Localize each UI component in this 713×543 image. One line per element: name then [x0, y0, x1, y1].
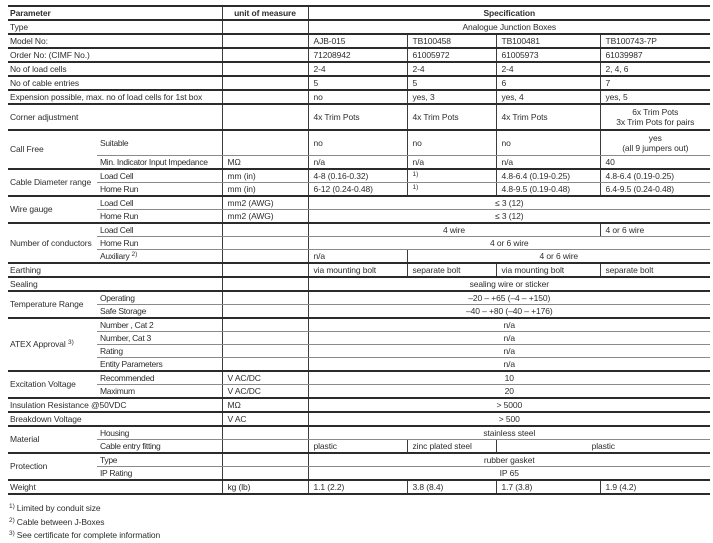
spec-cell: 71208942 — [308, 48, 407, 62]
unit-cell — [222, 20, 308, 34]
parameter-sub-text: IP Rating — [100, 467, 133, 478]
footnote-marker: 1) — [9, 503, 15, 510]
spec-cell-line: 6x Trim Pots — [632, 106, 679, 117]
spec-cell: ≤ 3 (12) — [308, 196, 710, 210]
spec-cell: TB100458 — [407, 34, 496, 48]
parameter-group-label — [8, 318, 97, 371]
parameter-sub-text: Number, Cat 3 — [100, 332, 151, 343]
parameter-group-label — [8, 130, 97, 169]
spec-cell: TB100481 — [496, 34, 600, 48]
spec-cell — [600, 130, 710, 156]
footnote-text: Limited by conduit size — [16, 503, 101, 513]
footnote-ref: 1) — [412, 170, 419, 178]
spec-cell: n/a — [308, 345, 710, 358]
parameter-sub-label — [97, 467, 222, 481]
spec-cell: AJB-015 — [308, 34, 407, 48]
spec-cell-line: yes — [648, 132, 662, 143]
spec-cell: 4 or 6 wire — [407, 250, 710, 264]
spec-cell: > 5000 — [308, 398, 710, 412]
unit-cell — [222, 332, 308, 345]
spec-cell: 2, 4, 6 — [600, 62, 710, 76]
spec-cell: n/a — [308, 250, 407, 264]
table-row — [8, 130, 710, 156]
spec-cell: 2-4 — [407, 62, 496, 76]
spec-cell: n/a — [308, 332, 710, 345]
spec-cell: 1.9 (4.2) — [600, 480, 710, 494]
spec-cell: plastic — [496, 440, 710, 454]
parameter-sub-text: Recommended — [100, 372, 155, 383]
spec-cell: 6 — [496, 76, 600, 90]
parameter-sub-label — [97, 358, 222, 372]
table-row — [8, 318, 710, 332]
footnote — [9, 529, 711, 543]
parameter-label: No of cable entries — [8, 76, 222, 90]
spec-cell — [600, 104, 710, 130]
spec-cell: yes, 4 — [496, 90, 600, 104]
spec-cell: 10 — [308, 371, 710, 385]
table-row — [8, 412, 710, 426]
header-row — [8, 6, 710, 20]
column-header-parameter: Parameter — [8, 6, 222, 20]
table-row — [8, 385, 710, 399]
unit-cell — [222, 453, 308, 467]
spec-cell: no — [308, 90, 407, 104]
spec-cell: 4x Trim Pots — [308, 104, 407, 130]
table-row — [8, 183, 710, 197]
spec-cell: 4.8-9.5 (0.19-0.48) — [496, 183, 600, 197]
parameter-sub-label — [97, 237, 222, 250]
parameter-group-label — [8, 371, 97, 398]
spec-cell: 61005973 — [496, 48, 600, 62]
parameter-group-text: Material — [10, 434, 40, 444]
column-header-unit: unit of measure — [222, 6, 308, 20]
parameter-sub-label — [97, 183, 222, 197]
parameter-group-text: Protection — [10, 461, 48, 471]
footnote — [9, 502, 711, 516]
unit-cell: mm (in) — [222, 169, 308, 183]
parameter-group-text: Cable Diameter range — [10, 177, 92, 187]
parameter-sub-text: Suitable — [100, 137, 129, 148]
parameter-sub-text: Min. Indicator Input Impedance — [100, 156, 208, 167]
table-row — [8, 453, 710, 467]
table-row — [8, 305, 710, 319]
table-row — [8, 237, 710, 250]
unit-cell — [222, 358, 308, 372]
unit-cell — [222, 223, 308, 237]
parameter-sub-text: Safe Storage — [100, 305, 147, 316]
table-row — [8, 169, 710, 183]
unit-cell — [222, 305, 308, 319]
spec-cell: n/a — [496, 156, 600, 170]
unit-cell — [222, 467, 308, 481]
spec-cell: separate bolt — [407, 263, 496, 277]
spec-cell: 6.4-9.5 (0.24-0.48) — [600, 183, 710, 197]
unit-cell — [222, 426, 308, 440]
spec-cell: 1.1 (2.2) — [308, 480, 407, 494]
parameter-sub-text: Load Cell — [100, 170, 134, 181]
parameter-sub-label — [97, 345, 222, 358]
spec-cell: n/a — [308, 358, 710, 372]
specification-table — [8, 5, 710, 495]
parameter-sub-label — [97, 196, 222, 210]
spec-cell: 2-4 — [496, 62, 600, 76]
table-row — [8, 440, 710, 454]
unit-cell — [222, 263, 308, 277]
parameter-sub-text: Home Run — [100, 237, 139, 248]
table-row — [8, 345, 710, 358]
spec-cell: 40 — [600, 156, 710, 170]
table-row — [8, 250, 710, 264]
parameter-group-text: Wire gauge — [10, 204, 53, 214]
parameter-group-text: ATEX Approval — [10, 339, 66, 349]
spec-cell: plastic — [308, 440, 407, 454]
spec-cell: 4 wire — [308, 223, 600, 237]
spec-cell: 4 or 6 wire — [308, 237, 710, 250]
parameter-sub-label — [97, 305, 222, 319]
parameter-label: Sealing — [8, 277, 222, 291]
unit-cell — [222, 48, 308, 62]
table-row — [8, 90, 710, 104]
spec-cell: via mounting bolt — [308, 263, 407, 277]
spec-cell: separate bolt — [600, 263, 710, 277]
unit-cell: kg (lb) — [222, 480, 308, 494]
spec-cell-line: 3x Trim Pots for pairs — [616, 117, 695, 127]
parameter-sub-text: Housing — [100, 427, 130, 438]
table-row — [8, 76, 710, 90]
table-row — [8, 104, 710, 130]
parameter-sub-label — [97, 385, 222, 399]
spec-cell-line: (all 9 jumpers out) — [622, 143, 689, 153]
unit-cell — [222, 130, 308, 156]
table-row — [8, 62, 710, 76]
spec-cell: Analogue Junction Boxes — [308, 20, 710, 34]
table-row — [8, 20, 710, 34]
column-header-specification: Specification — [308, 6, 710, 20]
spec-cell: via mounting bolt — [496, 263, 600, 277]
spec-cell: 4x Trim Pots — [407, 104, 496, 130]
parameter-label: Model No: — [8, 34, 222, 48]
parameter-sub-label — [97, 318, 222, 332]
parameter-label: No of load cells — [8, 62, 222, 76]
parameter-sub-label — [97, 130, 222, 156]
table-row — [8, 332, 710, 345]
footnote-text: Cable between J-Boxes — [16, 516, 105, 527]
spec-cell: no — [496, 130, 600, 156]
spec-cell: 5 — [308, 76, 407, 90]
parameter-sub-text: Cable entry fitting — [100, 440, 161, 451]
parameter-group-text: Excitation Voltage — [10, 379, 76, 389]
table-row — [8, 358, 710, 372]
spec-cell: yes, 3 — [407, 90, 496, 104]
parameter-sub-text: Load Cell — [100, 224, 134, 235]
parameter-sub-label — [97, 291, 222, 305]
unit-cell — [222, 34, 308, 48]
table-row — [8, 223, 710, 237]
spec-cell: no — [407, 130, 496, 156]
parameter-label: Corner adjustment — [8, 104, 222, 130]
unit-cell — [222, 250, 308, 264]
parameter-sub-text: Operating — [100, 292, 135, 303]
parameter-group-label — [8, 426, 97, 453]
spec-cell: 4 or 6 wire — [600, 223, 710, 237]
parameter-group-label — [8, 453, 97, 480]
spec-cell: 20 — [308, 385, 710, 399]
table-row — [8, 210, 710, 224]
spec-cell: yes, 5 — [600, 90, 710, 104]
parameter-sub-label — [97, 156, 222, 170]
spec-cell: stainless steel — [308, 426, 710, 440]
parameter-label: Order No: (CIMF No.) — [8, 48, 222, 62]
footnote — [9, 516, 711, 530]
parameter-sub-text: Number , Cat 2 — [100, 319, 154, 330]
unit-cell — [222, 277, 308, 291]
spec-cell: n/a — [308, 318, 710, 332]
spec-cell: 3.8 (8.4) — [407, 480, 496, 494]
parameter-group-label — [8, 291, 97, 318]
parameter-sub-text: Rating — [100, 345, 123, 356]
table-row — [8, 156, 710, 170]
parameter-label: Insulation Resistance @50VDC — [8, 398, 222, 412]
table-row — [8, 291, 710, 305]
spec-table-body — [8, 20, 710, 494]
unit-cell — [222, 345, 308, 358]
spec-cell: rubber gasket — [308, 453, 710, 467]
unit-cell — [222, 90, 308, 104]
spec-cell: TB100743-7P — [600, 34, 710, 48]
spec-cell: > 500 — [308, 412, 710, 426]
footnote-ref: 1) — [412, 183, 419, 191]
unit-cell: V AC/DC — [222, 371, 308, 385]
unit-cell: MΩ — [222, 156, 308, 170]
parameter-sub-text: Entity Parameters — [100, 358, 163, 369]
parameter-group-label — [8, 196, 97, 223]
spec-cell: 4x Trim Pots — [496, 104, 600, 130]
parameter-label: Expension possible, max. no of load cells for 1st box — [8, 90, 222, 104]
spec-cell: –40 – +80 (–40 – +176) — [308, 305, 710, 319]
table-row — [8, 467, 710, 481]
parameter-sub-label — [97, 453, 222, 467]
spec-cell: ≤ 3 (12) — [308, 210, 710, 224]
parameter-sub-text: Load Cell — [100, 197, 134, 208]
spec-cell: 4.8-6.4 (0.19-0.25) — [496, 169, 600, 183]
parameter-group-text: Call Free — [10, 144, 44, 154]
parameter-sub-text: Maximum — [100, 385, 135, 396]
parameter-group-label — [8, 223, 97, 263]
table-row — [8, 277, 710, 291]
unit-cell: V AC/DC — [222, 385, 308, 399]
parameter-sub-label — [97, 210, 222, 224]
spec-cell: 4.8-6.4 (0.19-0.25) — [600, 169, 710, 183]
spec-cell: zinc plated steel — [407, 440, 496, 454]
spec-cell: n/a — [308, 156, 407, 170]
table-row — [8, 48, 710, 62]
parameter-label: Breakdown Voltage — [8, 412, 222, 426]
unit-cell — [222, 318, 308, 332]
unit-cell — [222, 104, 308, 130]
parameter-sub-label — [97, 169, 222, 183]
spec-cell: 4-8 (0.16-0.32) — [308, 169, 407, 183]
table-row — [8, 263, 710, 277]
spec-cell: 61039987 — [600, 48, 710, 62]
spec-cell: 5 — [407, 76, 496, 90]
spec-cell — [407, 183, 496, 197]
unit-cell: V AC — [222, 412, 308, 426]
spec-cell: IP 65 — [308, 467, 710, 481]
table-row — [8, 34, 710, 48]
parameter-group-label — [8, 169, 97, 196]
spec-cell — [407, 169, 496, 183]
unit-cell: mm (in) — [222, 183, 308, 197]
parameter-group-text: Temperature Range — [10, 299, 84, 309]
spec-cell: 2-4 — [308, 62, 407, 76]
parameter-sub-text: Home Run — [100, 210, 139, 221]
unit-cell: mm2 (AWG) — [222, 210, 308, 224]
table-row — [8, 480, 710, 494]
table-row — [8, 196, 710, 210]
footnotes — [8, 502, 711, 543]
parameter-label: Earthing — [8, 263, 222, 277]
spec-cell: n/a — [407, 156, 496, 170]
unit-cell — [222, 291, 308, 305]
parameter-sub-label — [97, 440, 222, 454]
parameter-sub-text: Type — [100, 454, 118, 465]
parameter-sub-text: Home Run — [100, 183, 139, 194]
spec-cell: –20 – +65 (–4 – +150) — [308, 291, 710, 305]
unit-cell — [222, 62, 308, 76]
table-row — [8, 398, 710, 412]
unit-cell: MΩ — [222, 398, 308, 412]
parameter-group-text: Number of conductors — [10, 237, 92, 248]
unit-cell — [222, 76, 308, 90]
parameter-sub-label — [97, 250, 222, 264]
unit-cell — [222, 237, 308, 250]
footnote-text: See certificate for complete information — [16, 530, 161, 540]
parameter-sub-text: Auxiliary — [100, 250, 130, 261]
parameter-sub-label — [97, 426, 222, 440]
footnote-marker: 2) — [9, 516, 15, 524]
parameter-label: Weight — [8, 480, 222, 494]
table-row — [8, 371, 710, 385]
unit-cell — [222, 440, 308, 454]
parameter-sub-label — [97, 371, 222, 385]
parameter-sub-label — [97, 332, 222, 345]
spec-cell: 7 — [600, 76, 710, 90]
spec-cell: no — [308, 130, 407, 156]
spec-cell: sealing wire or sticker — [308, 277, 710, 291]
parameter-sub-label — [97, 223, 222, 237]
spec-cell: 6-12 (0.24-0.48) — [308, 183, 407, 197]
parameter-label: Type — [8, 20, 222, 34]
unit-cell: mm2 (AWG) — [222, 196, 308, 210]
spec-cell: 61005972 — [407, 48, 496, 62]
spec-cell: 1.7 (3.8) — [496, 480, 600, 494]
table-row — [8, 426, 710, 440]
footnote-ref: 2) — [131, 250, 138, 258]
footnote-ref: 3) — [67, 339, 74, 346]
footnote-marker: 3) — [9, 530, 15, 537]
